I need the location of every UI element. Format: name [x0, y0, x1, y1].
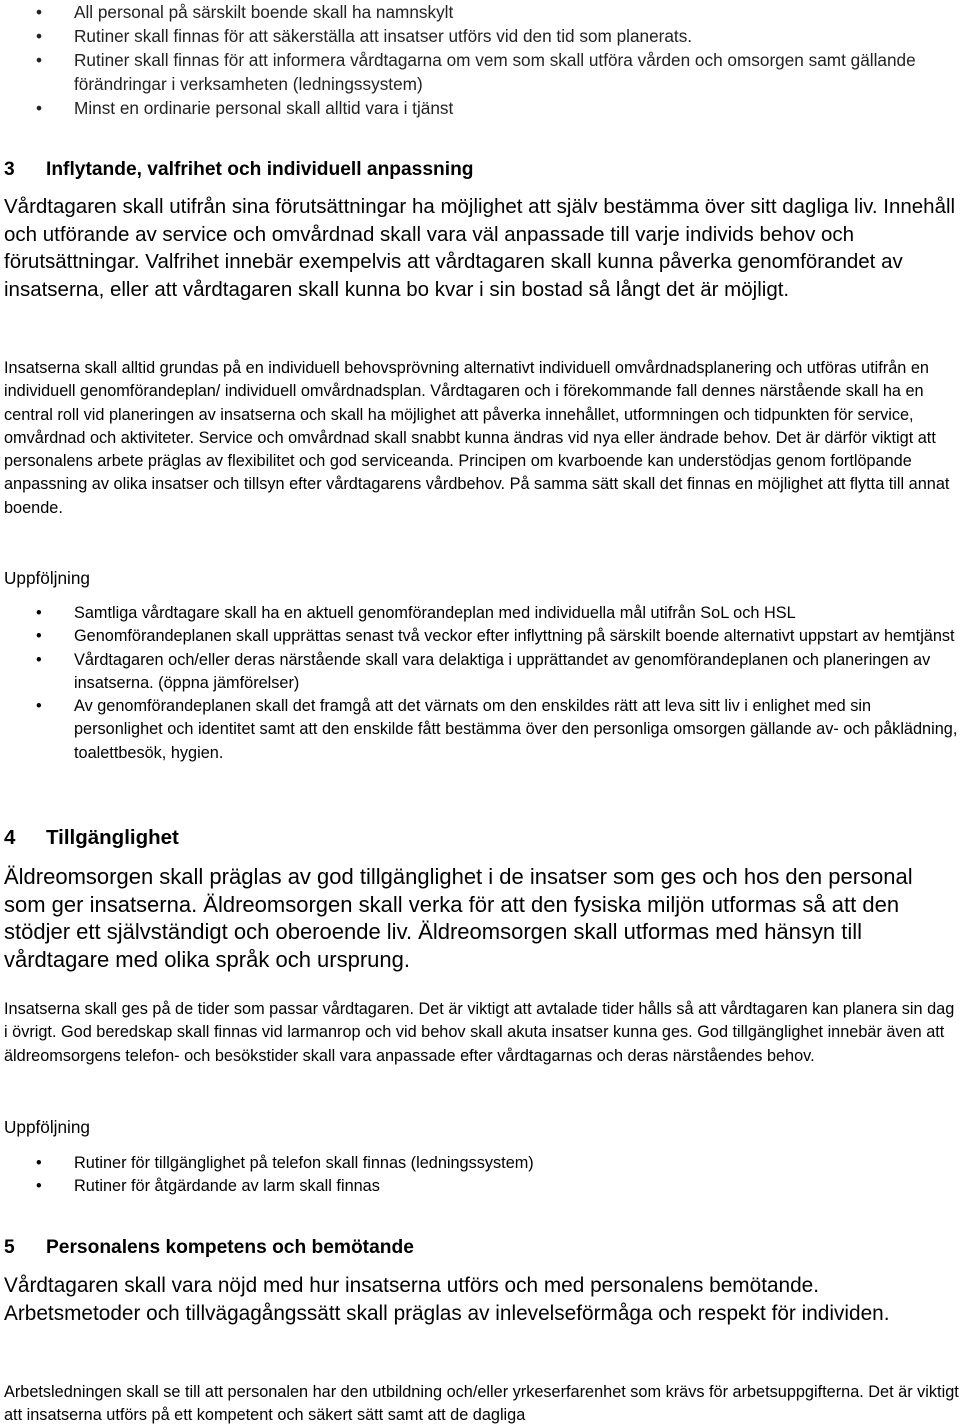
section-3-intro: Vårdtagaren skall utifrån sina förutsättningar ha möjlighet att själv bestämma över sitt dagliga liv. Innehåll och utförande av service och omvårdnad skall vara väl anpassade till varje individs behov och förutsättningar. Valfrihet innebär exempelvis att vårdtagaren skall kunna påverka genomförandet av insatserna, eller att vårdtagaren skall kunna bo kvar i sin bostad så långt det är möjligt.	[4, 195, 956, 301]
list-item: • Av genomförandeplanen skall det framgå att det värnats om den enskildes rätt att leva sitt liv i enlighet med sin personlighet och identitet samt att den enskilde fått bestämma över den personliga omsorgen gällande av- och påklädning, toalettbesök, hygien.	[0, 695, 960, 765]
section-3-body: Insatserna skall alltid grundas på en individuell behovsprövning alternativt individuell omvårdnadsplanering och utföras utifrån en individuell genomförandeplan/ individuell omvårdnadsplan. Vårdtagaren och i förekommande fall dennes närstående skall ha en central roll vid planeringen av insatserna och skall ha möjlighet att påverka innehållet, utformningen och tidpunkten för service, omvårdnad och aktiviteter. Service och omvårdnad skall snabbt kunna ändras vid nya eller ändrade behov. Det är därför viktigt att personalens arbete präglas av flexibilitet och god serviceanda. Principen om kvarboende kan understödjas genom fortlöpande anpassning av olika insatser och tillsyn efter vårdtagarens vårdbehov. På samma sätt skall det finnas en möjlighet att flytta till annat boende.	[4, 359, 950, 517]
section-4-body: Insatserna skall ges på de tider som passar vårdtagaren. Det är viktigt att avtalade tider hålls så att vårdtagaren kan planera sin dag i övrigt. God beredskap skall finnas vid larmanrop och vid behov skall akuta insatser kunna ges. God tillgänglighet innebär även att äldreomsorgens telefon- och besökstider skall vara anpassade efter vårdtagarnas och deras närståendes behov.	[4, 1000, 955, 1065]
list-item: • Rutiner skall finnas för att informera vårdtagarna om vem som skall utföra vården och omsorgen samt gällande förändringar i verksamheten (ledningssystem)	[0, 48, 960, 96]
list-item: • All personal på särskilt boende skall ha namnskylt	[0, 0, 960, 24]
section-3-title: Inflytande, valfrihet och individuell anpassning	[46, 159, 474, 180]
section-4-heading	[4, 824, 179, 852]
list-item: • Rutiner för åtgärdande av larm skall finnas	[0, 1175, 960, 1198]
section-3-followup-heading: Uppföljning	[4, 568, 90, 588]
section-4-title: Tillgänglighet	[46, 826, 179, 849]
section-5-intro: Vårdtagaren skall vara nöjd med hur insatserna utförs och med personalens bemötande. Arbetsmetoder och tillvägagångssätt skall präglas av inlevelseförmåga och respekt för individen.	[4, 1274, 890, 1325]
section-4-followup-list	[0, 1152, 960, 1199]
list-item: • Rutiner skall finnas för att säkerställa att insatser utförs vid den tid som planerats.	[0, 24, 960, 48]
list-item: • Rutiner för tillgänglighet på telefon skall finnas (ledningssystem)	[0, 1152, 960, 1175]
section-5-heading	[4, 1234, 414, 1262]
section-5-number: 5	[4, 1237, 15, 1258]
list-item: • Genomförandeplanen skall upprättas senast två veckor efter inflyttning på särskilt boende alternativt uppstart av hemtjänst	[0, 625, 960, 648]
section-4-followup-heading: Uppföljning	[4, 1117, 90, 1137]
top-bullet-list	[0, 0, 960, 120]
section-4-number: 4	[4, 826, 16, 849]
section-4-intro: Äldreomsorgen skall präglas av god tillgänglighet i de insatser som ges och hos den personal som ger insatserna. Äldreomsorgen skall verka för att den fysiska miljön utformas så att den stödjer ett självständigt och oberoende liv. Äldreomsorgen skall utformas med hänsyn till vårdtagare med olika språk och ursprung.	[4, 864, 913, 972]
list-item: • Samtliga vårdtagare skall ha en aktuell genomförandeplan med individuella mål utifrån SoL och HSL	[0, 602, 960, 625]
list-item: • Vårdtagaren och/eller deras närstående skall vara delaktiga i upprättandet av genomförandeplanen och planeringen av insatserna. (öppna jämförelser)	[0, 649, 960, 696]
section-3-heading	[4, 156, 474, 184]
section-3-followup-list	[0, 602, 960, 765]
section-5-body: Arbetsledningen skall se till att personalen har den utbildning och/eller yrkeserfarenhet som krävs för arbetsuppgifterna. Det är viktigt att insatserna utförs på ett kompetent och säkert sätt samt att de dagliga	[4, 1383, 959, 1425]
list-item: • Minst en ordinarie personal skall alltid vara i tjänst	[0, 96, 960, 120]
section-5-title: Personalens kompetens och bemötande	[46, 1237, 414, 1258]
section-3-number: 3	[4, 159, 15, 180]
